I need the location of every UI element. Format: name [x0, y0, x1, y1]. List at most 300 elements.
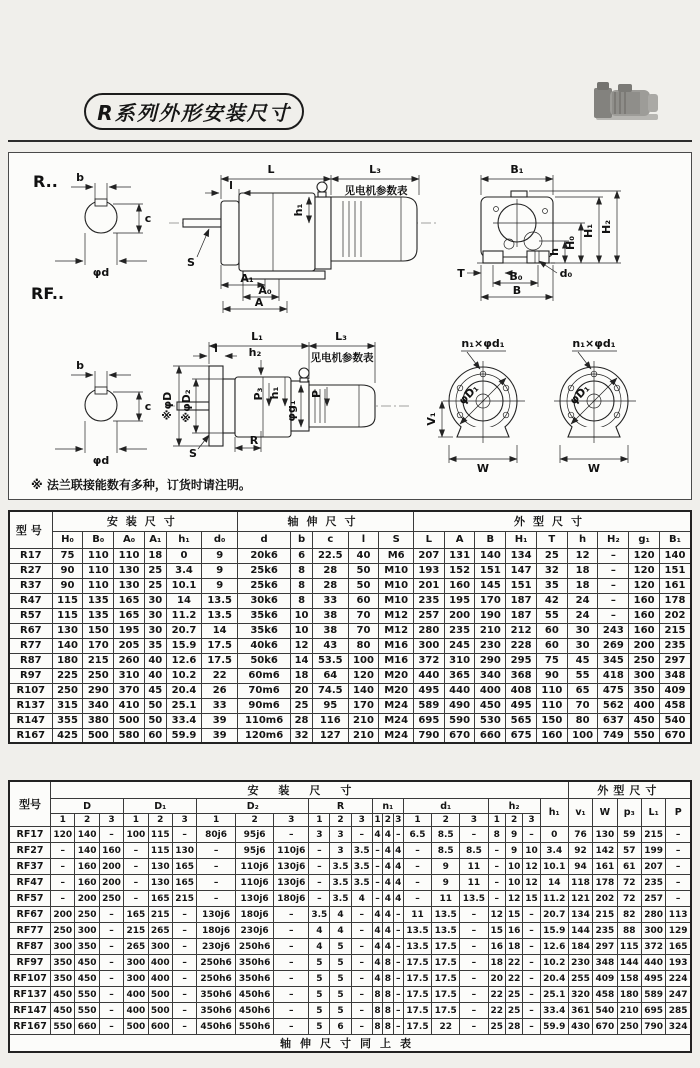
t2-value-cell: 92: [568, 843, 592, 859]
dim-label-h: h: [548, 248, 561, 256]
t2-subcol-header: 1: [372, 814, 382, 827]
t2-value-cell: –: [393, 939, 403, 955]
t2-model-cell: RF27: [9, 843, 51, 859]
t1-value-cell: 45: [567, 653, 598, 668]
t2-value-cell: 450h6: [197, 1019, 236, 1035]
t1-value-cell: 365: [444, 668, 475, 683]
t1-column-header: A₁: [144, 531, 166, 548]
t1-value-cell: 38: [312, 608, 348, 623]
t2-value-cell: 59.9: [540, 1019, 568, 1035]
t2-value-cell: 15: [523, 891, 540, 907]
t2-value-cell: 160: [75, 875, 99, 891]
t1-value-cell: 140: [659, 548, 691, 563]
t2-value-cell: 140: [75, 843, 99, 859]
t1-column-header: d: [238, 531, 291, 548]
t1-value-cell: 300: [413, 638, 444, 653]
t2-group-header-outline: 外型尺寸: [568, 781, 691, 799]
t2-value-cell: 400: [124, 987, 148, 1003]
t1-column-header: H₂: [598, 531, 629, 548]
t1-value-cell: 38: [312, 623, 348, 638]
t2-subgroup-header: D: [51, 799, 124, 814]
t2-subcol-header: 3: [460, 814, 488, 827]
dim-label-b-bottom: b: [76, 359, 84, 372]
flange-front-view-2: [554, 337, 636, 475]
t2-value-cell: –: [523, 1003, 540, 1019]
t2-value-cell: 250: [51, 923, 75, 939]
t2-value-cell: 4: [383, 907, 393, 923]
t2-value-cell: –: [197, 875, 236, 891]
t1-value-cell: 8: [291, 578, 313, 593]
t2-value-cell: 4: [330, 907, 351, 923]
t1-value-cell: 250: [83, 668, 114, 683]
t1-value-cell: M6: [379, 548, 414, 563]
t2-value-cell: 113: [666, 907, 691, 923]
t1-value-cell: 120: [629, 563, 660, 578]
t2-subgroup-header: n₁: [372, 799, 403, 814]
t2-value-cell: 5: [309, 1019, 330, 1035]
t2-value-cell: 18: [505, 939, 522, 955]
t2-value-cell: 4: [383, 939, 393, 955]
t1-value-cell: 25: [144, 563, 166, 578]
t2-value-cell: 11: [432, 891, 460, 907]
t2-value-cell: 3.5: [330, 859, 351, 875]
t1-table-row: [9, 578, 691, 593]
t2-value-cell: –: [393, 923, 403, 939]
t2-value-cell: 372: [641, 939, 665, 955]
t2-value-cell: 17.5: [403, 987, 431, 1003]
t2-value-cell: –: [274, 827, 309, 843]
t2-subcol-header: 2: [75, 814, 99, 827]
t2-value-cell: 142: [593, 843, 617, 859]
dim-label-phiD1-2: φD₁: [566, 381, 593, 408]
t1-value-cell: 90: [52, 578, 83, 593]
t2-value-cell: –: [172, 907, 196, 923]
t2-value-cell: 8.5: [432, 827, 460, 843]
t2-value-cell: –: [197, 891, 236, 907]
t2-value-cell: 265: [148, 923, 172, 939]
t1-value-cell: 9: [202, 563, 238, 578]
t2-value-cell: –: [351, 1003, 372, 1019]
t2-value-cell: –: [666, 891, 691, 907]
t1-value-cell: 33.4: [166, 713, 202, 728]
t2-value-cell: 255: [568, 971, 592, 987]
t2-value-cell: –: [351, 971, 372, 987]
t2-value-cell: –: [351, 1019, 372, 1035]
t1-group-header: 安装尺寸: [52, 511, 237, 531]
t1-value-cell: 495: [413, 683, 444, 698]
dim-label-B0: B₀: [509, 270, 523, 283]
t1-value-cell: 380: [83, 713, 114, 728]
t1-value-cell: 300: [629, 668, 660, 683]
t2-value-cell: 57: [617, 843, 641, 859]
t1-value-cell: 660: [475, 728, 506, 743]
t2-value-cell: 61: [617, 859, 641, 875]
t2-value-cell: 5: [330, 939, 351, 955]
t2-value-cell: 450: [51, 1003, 75, 1019]
t2-value-cell: 500: [148, 1003, 172, 1019]
dim-label-B1: B₁: [510, 163, 524, 176]
t2-value-cell: 3.5: [309, 907, 330, 923]
t1-value-cell: 130: [114, 563, 145, 578]
t2-value-cell: 165: [172, 859, 196, 875]
t2-table-row: [9, 827, 691, 843]
dim-label-H0: H₀: [564, 235, 577, 251]
page-title: [84, 93, 304, 130]
t1-model-cell: R47: [9, 593, 52, 608]
t2-value-cell: 5: [330, 987, 351, 1003]
t2-value-cell: 8: [383, 987, 393, 1003]
t2-value-cell: 160: [99, 843, 123, 859]
t2-value-cell: 320: [568, 987, 592, 1003]
t2-value-cell: 20: [488, 971, 505, 987]
dim-label-phiD2: ※φD₂: [180, 389, 193, 423]
t1-value-cell: 147: [506, 563, 537, 578]
t2-value-cell: –: [274, 1003, 309, 1019]
flange-front-view-1: [425, 337, 525, 475]
t2-value-cell: –: [351, 827, 372, 843]
t1-value-cell: 28: [291, 713, 313, 728]
dim-label-A1: A₁: [240, 272, 254, 285]
t1-value-cell: 110: [83, 548, 114, 563]
gearmotor-photo: [588, 76, 668, 128]
t1-value-cell: M12: [379, 623, 414, 638]
t2-value-cell: 8: [372, 987, 382, 1003]
t1-value-cell: 35: [144, 638, 166, 653]
t2-value-cell: 22: [505, 955, 522, 971]
t2-value-cell: –: [523, 955, 540, 971]
t2-value-cell: 350h6: [197, 1003, 236, 1019]
t2-subcol-header: 3: [99, 814, 123, 827]
t2-value-cell: 115: [617, 939, 641, 955]
t2-value-cell: 160: [75, 859, 99, 875]
t1-table-row: [9, 668, 691, 683]
t2-value-cell: –: [393, 907, 403, 923]
t1-value-cell: 340: [475, 668, 506, 683]
t2-model-cell: RF17: [9, 827, 51, 843]
t2-value-cell: –: [460, 939, 488, 955]
t2-value-cell: –: [403, 843, 431, 859]
t1-value-cell: 110: [536, 698, 567, 713]
t2-value-cell: 250h6: [197, 971, 236, 987]
t2-value-cell: 400: [148, 971, 172, 987]
t2-value-cell: 161: [593, 859, 617, 875]
t1-value-cell: 9: [202, 548, 238, 563]
t2-value-cell: –: [523, 907, 540, 923]
t2-subcol-header: 3: [172, 814, 196, 827]
dim-label-h2: h₂: [248, 346, 262, 359]
t1-table-row: [9, 698, 691, 713]
t1-value-cell: 30k6: [238, 593, 291, 608]
t2-value-cell: 250: [75, 907, 99, 923]
t1-value-cell: 30: [144, 623, 166, 638]
t2-model-cell: RF167: [9, 1019, 51, 1035]
t1-value-cell: 60: [348, 593, 379, 608]
t2-subgroup-header: D₁: [124, 799, 197, 814]
t1-value-cell: 75: [536, 653, 567, 668]
t2-value-cell: –: [523, 923, 540, 939]
t2-value-cell: 110j6: [235, 875, 274, 891]
t1-value-cell: 90: [52, 563, 83, 578]
t1-value-cell: 315: [52, 698, 83, 713]
t1-value-cell: 151: [506, 578, 537, 593]
t1-value-cell: –: [598, 593, 629, 608]
t2-value-cell: 324: [666, 1019, 691, 1035]
t2-value-cell: –: [523, 939, 540, 955]
t1-value-cell: 215: [83, 653, 114, 668]
t1-table-row: [9, 593, 691, 608]
t1-value-cell: 200: [444, 608, 475, 623]
t2-value-cell: –: [99, 955, 123, 971]
t2-value-cell: 10: [523, 843, 540, 859]
t1-value-cell: 297: [659, 653, 691, 668]
t2-value-cell: 4: [330, 923, 351, 939]
t2-value-cell: 22: [505, 971, 522, 987]
t2-value-cell: 280: [641, 907, 665, 923]
t2-value-cell: 12: [523, 859, 540, 875]
t2-value-cell: 6.5: [403, 827, 431, 843]
t1-value-cell: 11.2: [166, 608, 202, 623]
t1-value-cell: 250: [52, 683, 83, 698]
t1-value-cell: 33: [202, 698, 238, 713]
t2-value-cell: –: [51, 843, 75, 859]
t2-value-cell: 550: [75, 1003, 99, 1019]
t2-value-cell: –: [523, 1019, 540, 1035]
t1-value-cell: M16: [379, 653, 414, 668]
t2-value-cell: 215: [172, 891, 196, 907]
t1-value-cell: 120: [348, 668, 379, 683]
t1-value-cell: 65: [567, 683, 598, 698]
t1-value-cell: 260: [114, 653, 145, 668]
t2-value-cell: 20.7: [540, 907, 568, 923]
dim-label-phid-top: φd: [92, 266, 110, 279]
t1-column-header: L: [413, 531, 444, 548]
t2-value-cell: 450: [75, 955, 99, 971]
t1-column-header: S: [379, 531, 414, 548]
t2-model-cell: RF77: [9, 923, 51, 939]
t1-value-cell: 33: [312, 593, 348, 608]
t2-value-cell: 134: [568, 907, 592, 923]
t1-value-cell: M10: [379, 593, 414, 608]
t2-value-cell: 82: [617, 907, 641, 923]
t2-value-cell: –: [393, 1019, 403, 1035]
t2-value-cell: 4: [383, 923, 393, 939]
t2-value-cell: 207: [641, 859, 665, 875]
t2-value-cell: –: [51, 875, 75, 891]
t2-value-cell: 589: [641, 987, 665, 1003]
t2-value-cell: 8: [383, 1003, 393, 1019]
t2-model-cell: RF87: [9, 939, 51, 955]
dim-label-l-top: l: [229, 179, 233, 192]
t1-value-cell: 134: [506, 548, 537, 563]
t2-value-cell: 12.6: [540, 939, 568, 955]
t2-table-row: [9, 1019, 691, 1035]
t2-value-cell: 16: [505, 923, 522, 939]
t1-value-cell: 530: [475, 713, 506, 728]
dim-label-g1: φg₁: [285, 400, 298, 422]
t2-value-cell: 0: [540, 827, 568, 843]
t1-value-cell: 210: [348, 713, 379, 728]
t1-model-cell: R17: [9, 548, 52, 563]
t2-value-cell: 265: [124, 939, 148, 955]
t2-value-cell: 200: [99, 859, 123, 875]
t1-value-cell: 20.7: [166, 623, 202, 638]
t2-subgroup-header: R: [309, 799, 373, 814]
t2-value-cell: 4: [372, 827, 382, 843]
t2-value-cell: 300: [51, 939, 75, 955]
t1-table-row: [9, 683, 691, 698]
t2-value-cell: 215: [148, 907, 172, 923]
t2-value-cell: 130j6: [274, 875, 309, 891]
t1-value-cell: 24: [567, 608, 598, 623]
t2-value-cell: 4: [372, 971, 382, 987]
t1-value-cell: 95: [312, 698, 348, 713]
t1-value-cell: 160: [629, 593, 660, 608]
dim-label-V1: V₁: [425, 412, 438, 426]
t1-value-cell: 589: [413, 698, 444, 713]
t1-value-cell: 490: [444, 698, 475, 713]
t1-value-cell: 675: [506, 728, 537, 743]
t2-subcol-header: 3: [393, 814, 403, 827]
t2-footer-row: [9, 1035, 691, 1053]
t2-value-cell: –: [460, 1019, 488, 1035]
t2-value-cell: –: [372, 843, 382, 859]
t2-value-cell: –: [51, 859, 75, 875]
t1-column-header: B₀: [83, 531, 114, 548]
t2-value-cell: 13.5: [403, 939, 431, 955]
t1-model-cell: R77: [9, 638, 52, 653]
t2-outline-column-header: L₁: [641, 799, 665, 827]
t2-value-cell: 158: [617, 971, 641, 987]
t2-value-cell: 300: [75, 923, 99, 939]
t1-value-cell: 90: [536, 668, 567, 683]
t1-value-cell: 790: [413, 728, 444, 743]
t1-value-cell: 130: [52, 623, 83, 638]
rf-variant-section: [31, 284, 636, 492]
t1-value-cell: 225: [52, 668, 83, 683]
t1-table-row: [9, 608, 691, 623]
t1-value-cell: 25.1: [166, 698, 202, 713]
t1-value-cell: 290: [475, 653, 506, 668]
t1-value-cell: 295: [506, 653, 537, 668]
t2-value-cell: 17.5: [432, 939, 460, 955]
t1-value-cell: 40k6: [238, 638, 291, 653]
t2-value-cell: –: [197, 859, 236, 875]
t2-value-cell: 247: [666, 987, 691, 1003]
t1-value-cell: 12.6: [166, 653, 202, 668]
t1-value-cell: 210: [475, 623, 506, 638]
t2-value-cell: 350: [51, 971, 75, 987]
t1-value-cell: 45: [144, 683, 166, 698]
t1-value-cell: 410: [114, 698, 145, 713]
t1-value-cell: M24: [379, 698, 414, 713]
dim-label-c-bottom: c: [144, 400, 152, 413]
t2-value-cell: 10: [505, 859, 522, 875]
t2-value-cell: 458: [593, 987, 617, 1003]
t1-value-cell: 370: [114, 683, 145, 698]
t1-model-cell: R137: [9, 698, 52, 713]
t2-subcol-header: 3: [351, 814, 372, 827]
t1-column-header: c: [312, 531, 348, 548]
t1-value-cell: 195: [444, 593, 475, 608]
t2-value-cell: –: [197, 843, 236, 859]
t1-value-cell: 30: [567, 638, 598, 653]
dim-label-L3-bottom: L₃: [335, 330, 347, 343]
t2-value-cell: 144: [617, 955, 641, 971]
t2-value-cell: 12: [505, 891, 522, 907]
t2-value-cell: 550: [75, 987, 99, 1003]
t1-value-cell: 25: [144, 578, 166, 593]
t1-value-cell: 562: [598, 698, 629, 713]
t1-value-cell: 440: [413, 668, 444, 683]
t2-value-cell: 4: [383, 827, 393, 843]
t2-value-cell: 495: [641, 971, 665, 987]
t1-value-cell: 60: [536, 623, 567, 638]
dim-label-c-top: c: [144, 212, 152, 225]
t2-value-cell: 12: [488, 907, 505, 923]
t2-subgroup-header: h₂: [488, 799, 540, 814]
t2-table-row: [9, 843, 691, 859]
t1-value-cell: 70m6: [238, 683, 291, 698]
t2-value-cell: 130: [148, 859, 172, 875]
t1-value-cell: 14: [166, 593, 202, 608]
t1-value-cell: 64: [312, 668, 348, 683]
t2-outline-column-header: P: [666, 799, 691, 827]
t2-value-cell: –: [274, 955, 309, 971]
t2-value-cell: 540: [593, 1003, 617, 1019]
t2-model-cell: RF37: [9, 859, 51, 875]
t1-value-cell: 280: [413, 623, 444, 638]
t2-value-cell: 180: [617, 987, 641, 1003]
t1-value-cell: 70: [567, 698, 598, 713]
t2-value-cell: 165: [124, 907, 148, 923]
t2-value-cell: 8: [383, 971, 393, 987]
t1-value-cell: 418: [598, 668, 629, 683]
t2-value-cell: 8.5: [460, 843, 488, 859]
t2-value-cell: –: [172, 987, 196, 1003]
t1-value-cell: 202: [659, 608, 691, 623]
t2-value-cell: 130j6: [235, 891, 274, 907]
t2-value-cell: 297: [593, 939, 617, 955]
t1-value-cell: M16: [379, 638, 414, 653]
t1-value-cell: 110: [536, 683, 567, 698]
t2-model-cell: RF107: [9, 971, 51, 987]
t2-value-cell: 235: [593, 923, 617, 939]
t2-value-cell: –: [274, 907, 309, 923]
t2-value-cell: 15.9: [540, 923, 568, 939]
t2-value-cell: –: [99, 971, 123, 987]
t2-value-cell: 300: [148, 939, 172, 955]
t2-subcol-header: 2: [235, 814, 274, 827]
t1-value-cell: 205: [114, 638, 145, 653]
t1-table-row: [9, 713, 691, 728]
t2-value-cell: 15: [488, 923, 505, 939]
t2-value-cell: 33.4: [540, 1003, 568, 1019]
t2-value-cell: 88: [617, 923, 641, 939]
t2-value-cell: –: [460, 907, 488, 923]
t1-value-cell: 53.5: [312, 653, 348, 668]
t2-value-cell: 4: [372, 923, 382, 939]
dim-label-n1xd1-1: n₁×φd₁: [461, 337, 505, 350]
t1-value-cell: 32: [291, 728, 313, 743]
t2-value-cell: –: [372, 875, 382, 891]
t2-value-cell: 300: [124, 955, 148, 971]
t2-value-cell: 3.5: [330, 875, 351, 891]
t2-model-cell: RF57: [9, 891, 51, 907]
t1-value-cell: 160: [536, 728, 567, 743]
t1-value-cell: 250: [629, 653, 660, 668]
dim-label-S-bottom: S: [189, 447, 197, 460]
t2-value-cell: 22: [432, 1019, 460, 1035]
